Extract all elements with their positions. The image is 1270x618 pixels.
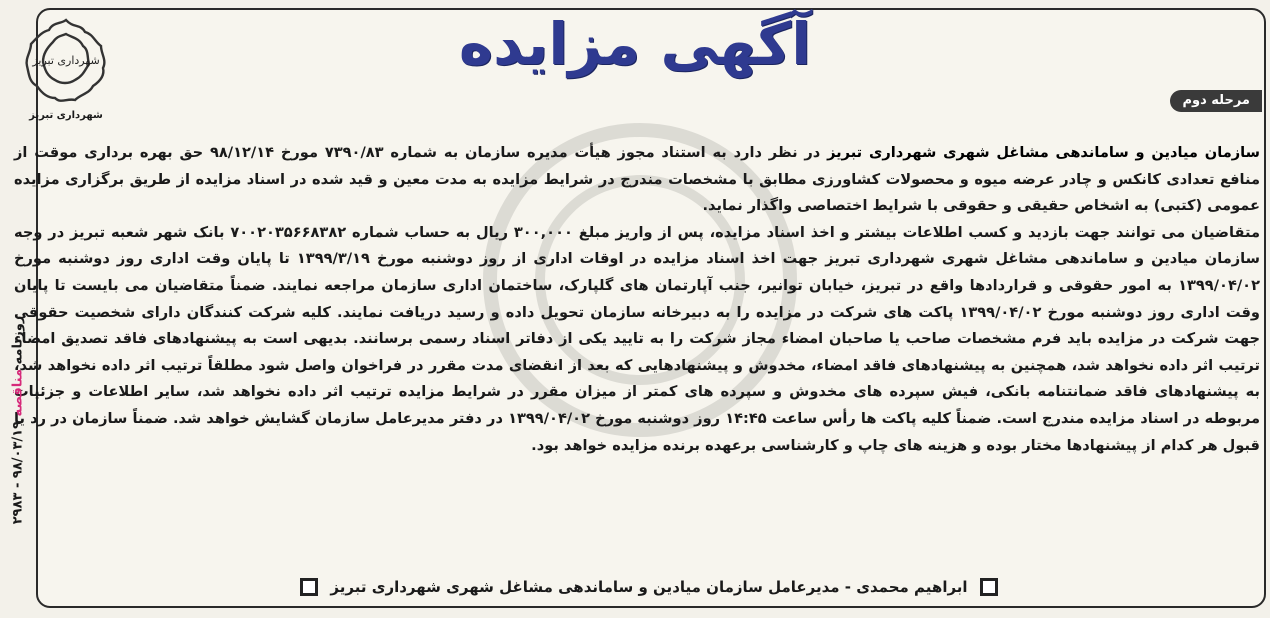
newspaper-prefix: روزنامه: [10, 315, 26, 365]
logo-caption: شهرداری تبریز: [29, 110, 103, 121]
newspaper-name: مناقصه: [10, 368, 26, 417]
organization-name: سازمان میادین و ساماندهی مشاغل شهری شهرداری تبریز: [827, 144, 1260, 161]
newspaper-sidebar: [4, 240, 32, 600]
notice-body: [14, 140, 1260, 459]
signature-line: [36, 574, 1262, 600]
stage-badge: مرحله دوم: [1170, 90, 1262, 112]
paragraph-2: متقاضیان می توانند جهت بازدید و کسب اطلاعات بیشتر و اخذ اسناد مزایده، پس از واریز مبلغ ۳۰۰,۰۰۰ ریال به حساب شماره ۷۰۰۲۰۳۵۶۶۸۳۸۲ بانک شهر شعبه تبریز در وجه سازمان میادین و ساماندهی مشاغل شهری شهرداری تبریز جهت اخذ اسناد مزایده در اوقات اداری از روز دوشنبه مورخ ۱۳۹۹/۳/۱۹ تا پایان وقت اداری روز دوشنبه مورخ ۱۳۹۹/۰۴/۰۲ به امور حقوقی و قراردادها واقع در تبریز، خیابان توانیر، جنب آپارتمان های گلپارک، ساختمان اداری سازمان مراجعه نمایند. ضمناً متقاضیان می بایست تا پایان وقت اداری روز دوشنبه مورخ ۱۳۹۹/۰۴/۰۲ پاکت های شرکت در مزایده را به دبیرخانه سازمان تحویل داده و رسید دریافت نمایند. کلیه شرکت کنندگان دارای شخصیت حقوقی جهت شرکت در مزایده باید فرم مشخصات صاحب یا صاحبان امضاء مجاز شرکت را به تایید یکی از دفاتر اسناد رسمی برسانند. بدیهی است به پیشنهادهای فاقد تصدیق امضاء ترتیب اثر داده نخواهد شد، همچنین به پیشنهادهای فاقد امضاء، مخدوش و پیشنهادهایی که بعد از انقضای مدت مقرر در فراخوان واصل شود مطلقاً ترتیب اثر داده نخواهد شد، به پیشنهادهای فاقد ضمانتنامه بانکی، فیش سپرده های مخدوش و سپرده های کمتر از میزان مقرر در شرایط مزایده ترتیب اثر داده نخواهد شد، سایر اطلاعات و جزئیات مربوطه در اسناد مزایده مندرج است. ضمناً کلیه پاکت ها رأس ساعت ۱۴:۴۵ روز دوشنبه مورخ ۱۳۹۹/۰۴/۰۲ در دفتر مدیرعامل سازمان گشایش خواهد شد. ضمناً سازمان در رد یا قبول هر کدام از پیشنهادها مختار بوده و هزینه های چاپ و کارشناسی برعهده برنده مزایده خواهد بود.: [14, 223, 1261, 454]
signature-text: ابراهیم محمدی - مدیرعامل سازمان میادین و ساماندهی مشاغل شهری شهرداری تبریز: [330, 578, 968, 596]
square-bullet-icon: [980, 578, 998, 596]
paragraph-1-text: در نظر دارد به استناد مجوز هیأت مدیره سازمان به شماره ۷۳۹۰/۸۳ مورخ ۹۸/۱۲/۱۴ حق بهره برداری موقت از منافع تعدادی کانکس و چادر عرضه میوه و محصولات کشاورزی مطابق با مشخصات مندرج در شرایط مزایده به مدت معین و قید شده در اسناد مزایده از طریق برگزاری مزایده عمومی (کتبی) به اشخاص حقیقی و حقوقی با شرایط اختصاصی واگذار نماید.: [14, 144, 1260, 215]
page-title: آگهی مزایده: [458, 10, 812, 78]
square-bullet-icon: [300, 578, 318, 596]
paragraph-1: [14, 140, 1260, 220]
newspaper-issue: ۹۸/۰۳/۱۹ - ۲۹۸۳: [10, 420, 26, 525]
svg-text:شهرداری تبریز: شهرداری تبریز: [32, 54, 100, 67]
